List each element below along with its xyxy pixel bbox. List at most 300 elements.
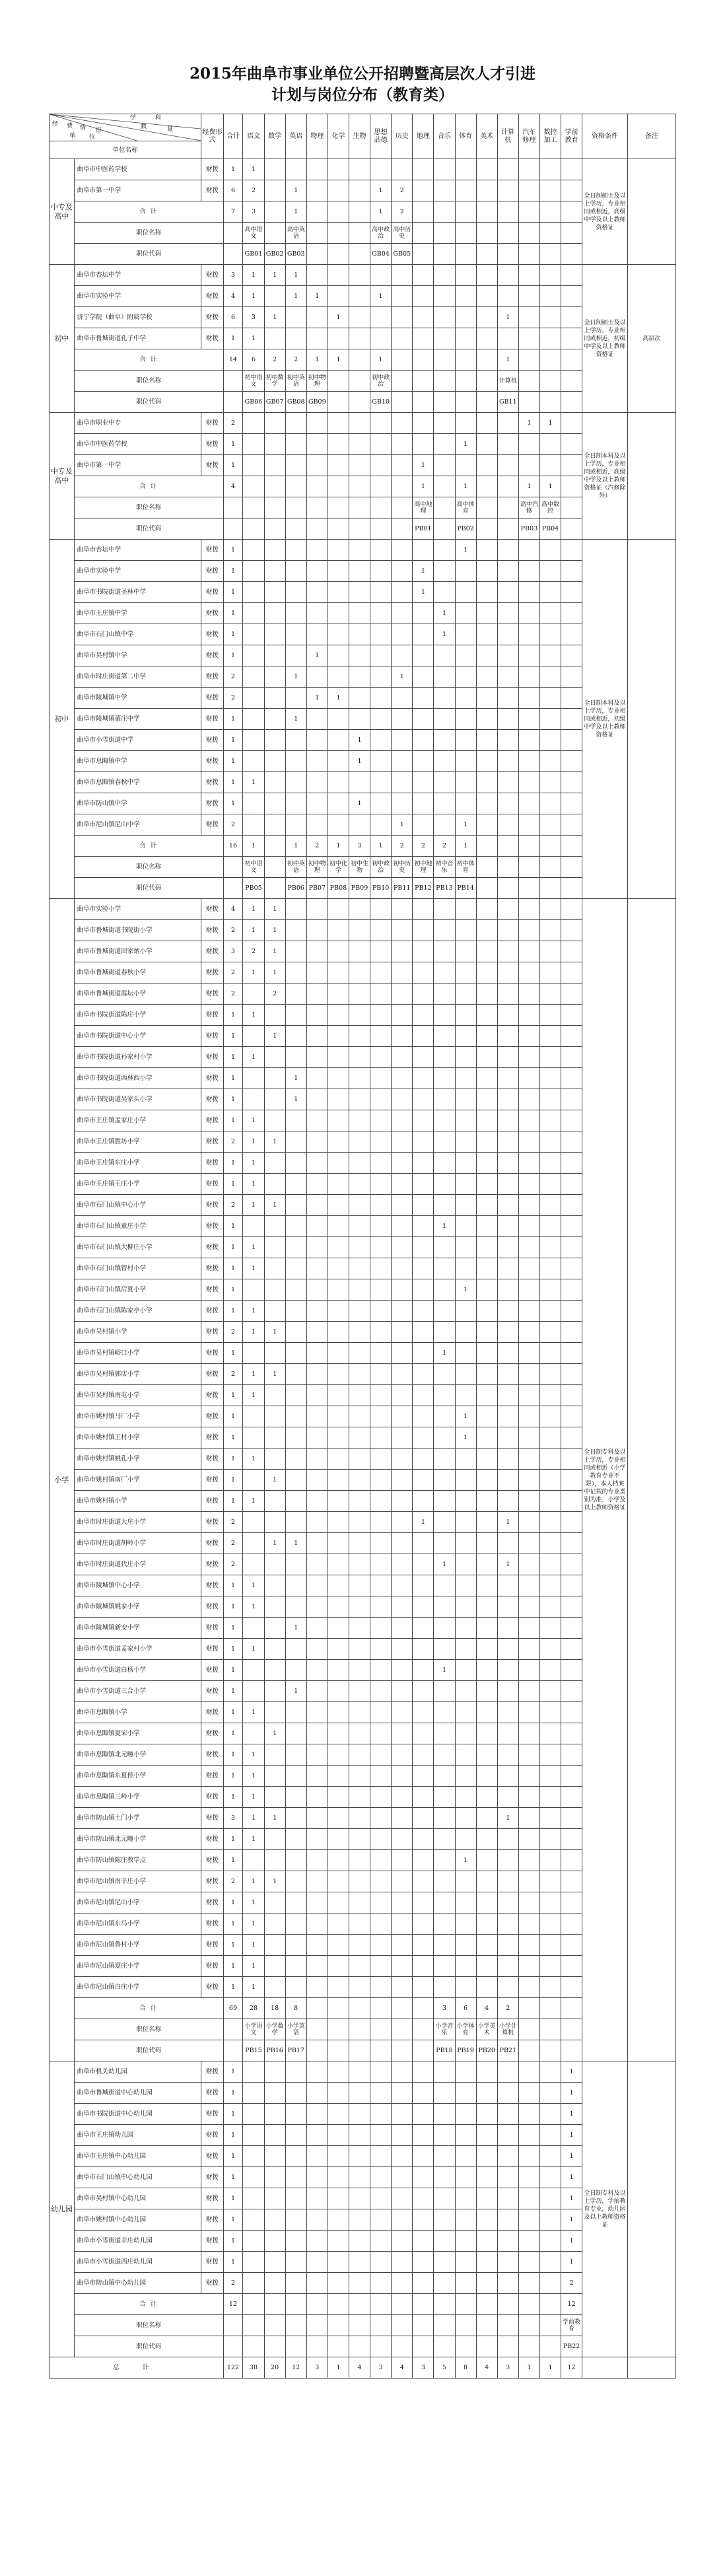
count-cell (518, 1956, 539, 1977)
count-cell (518, 1766, 539, 1787)
count-cell (434, 793, 455, 814)
subject-header: 数控加工 (539, 114, 561, 159)
count-cell (476, 2125, 497, 2146)
subtotal-cell: 1 (328, 836, 349, 857)
fund-type: 财拨 (201, 1153, 223, 1174)
position-code-cell (223, 2040, 243, 2061)
count-cell (370, 1047, 392, 1068)
table-row (50, 688, 676, 709)
fund-type: 财拨 (201, 159, 223, 180)
subtotal-cell (539, 1998, 561, 2019)
count-cell (497, 2083, 518, 2104)
count-cell (476, 730, 497, 751)
count-cell (349, 899, 370, 920)
unit-name: 曲阜市陵城镇中心小学 (74, 1575, 201, 1596)
count-cell (561, 265, 582, 286)
subtotal-cell (455, 2294, 476, 2315)
count-cell (306, 1237, 328, 1258)
fund-type: 财拨 (201, 2083, 223, 2104)
count-cell (413, 1216, 434, 1237)
position-code-cell (413, 392, 434, 413)
count-cell: 3 (223, 1808, 243, 1829)
count-cell (349, 1385, 370, 1406)
subtotal-cell: 3 (243, 201, 264, 223)
position-name-cell (328, 2019, 349, 2040)
unit-name: 曲阜市息陬镇夏宋小学 (74, 1723, 201, 1744)
count-cell (392, 793, 413, 814)
position-code-cell: PB02 (455, 519, 476, 540)
fund-type: 财拨 (201, 1766, 223, 1787)
count-cell (539, 1660, 561, 1681)
count-cell (518, 1935, 539, 1956)
count-cell: 1 (306, 645, 328, 666)
count-cell (455, 2167, 476, 2188)
position-code-cell (561, 878, 582, 899)
count-cell (243, 645, 264, 666)
count-cell (328, 2252, 349, 2273)
count-cell (518, 1343, 539, 1364)
count-cell (285, 1892, 306, 1914)
count-cell (539, 286, 561, 307)
unit-name: 曲阜市王庄镇中学 (74, 603, 201, 624)
count-cell (476, 1364, 497, 1385)
count-cell: 1 (223, 1639, 243, 1660)
count-cell (434, 1385, 455, 1406)
count-cell: 2 (223, 666, 243, 688)
count-cell: 1 (223, 645, 243, 666)
count-cell (328, 1449, 349, 1470)
count-cell (370, 1279, 392, 1301)
position-code-cell: GB06 (243, 392, 264, 413)
count-cell: 1 (223, 1491, 243, 1512)
count-cell (392, 984, 413, 1005)
count-cell: 1 (223, 1956, 243, 1977)
count-cell (413, 2231, 434, 2252)
count-cell (561, 1787, 582, 1808)
unit-name: 曲阜市尼山镇白庄小学 (74, 1977, 201, 1998)
position-code-cell (306, 244, 328, 265)
count-cell (392, 1639, 413, 1660)
count-cell (455, 2188, 476, 2209)
subtotal-row (50, 349, 676, 371)
count-cell (455, 1956, 476, 1977)
count-cell (264, 1258, 285, 1279)
count-cell: 1 (264, 899, 285, 920)
count-cell: 1 (434, 1216, 455, 1237)
position-code-cell: PB11 (392, 878, 413, 899)
count-cell (539, 2104, 561, 2125)
count-cell (413, 1935, 434, 1956)
count-cell: 1 (539, 413, 561, 434)
position-name-label: 职位名称 (74, 497, 223, 519)
count-cell (328, 1512, 349, 1533)
count-cell: 1 (243, 286, 264, 307)
unit-name: 曲阜市石门山镇后夏小学 (74, 1279, 201, 1301)
fund-type: 财拨 (201, 1681, 223, 1702)
count-cell (413, 1618, 434, 1639)
position-name-cell: 初中地理 (413, 857, 434, 878)
table-row (50, 1639, 676, 1660)
count-cell (476, 2231, 497, 2252)
count-cell (497, 1258, 518, 1279)
count-cell (413, 2125, 434, 2146)
count-cell (285, 1322, 306, 1343)
count-cell (539, 1491, 561, 1512)
fund-type: 财拨 (201, 1364, 223, 1385)
count-cell (370, 1512, 392, 1533)
position-code-cell (349, 2040, 370, 2061)
count-cell (349, 1744, 370, 1766)
count-cell (328, 751, 349, 772)
unit-name: 曲阜市小雪街道孟家村小学 (74, 1639, 201, 1660)
subtotal-label: 合 计 (74, 349, 223, 371)
count-cell (561, 1427, 582, 1449)
subject-header: 数学 (264, 114, 285, 159)
count-cell: 1 (561, 2061, 582, 2083)
count-cell (434, 307, 455, 328)
count-cell (392, 1005, 413, 1026)
count-cell (328, 286, 349, 307)
count-cell (264, 1935, 285, 1956)
count-cell (264, 1068, 285, 1089)
count-cell (518, 2188, 539, 2209)
count-cell: 1 (285, 1089, 306, 1110)
count-cell (497, 984, 518, 1005)
diagonal-label: 费 (67, 123, 73, 129)
count-cell (455, 730, 476, 751)
count-cell (328, 1131, 349, 1153)
count-cell (370, 1618, 392, 1639)
count-cell (413, 1047, 434, 1068)
count-cell (370, 1660, 392, 1681)
count-cell (539, 1153, 561, 1174)
position-code-cell (434, 2336, 455, 2357)
table-row (50, 1470, 676, 1491)
diagonal-label: 单 (69, 133, 76, 139)
count-cell (306, 1449, 328, 1470)
count-cell: 1 (243, 1575, 264, 1596)
count-cell (518, 1131, 539, 1153)
count-cell (328, 1322, 349, 1343)
count-cell (349, 984, 370, 1005)
count-cell (539, 1681, 561, 1702)
count-cell (497, 709, 518, 730)
count-cell (561, 434, 582, 455)
count-cell (306, 984, 328, 1005)
table-row (50, 1174, 676, 1195)
count-cell (370, 814, 392, 836)
count-cell (539, 1237, 561, 1258)
grand-total-cell: 8 (455, 2357, 476, 2379)
position-code-cell (370, 519, 392, 540)
position-name-cell (306, 497, 328, 519)
count-cell (497, 582, 518, 603)
count-cell: 1 (243, 1871, 264, 1892)
count-cell (413, 1449, 434, 1470)
count-cell: 1 (223, 1575, 243, 1596)
count-cell (243, 1089, 264, 1110)
total-header: 合计 (223, 114, 243, 159)
count-cell (264, 1512, 285, 1533)
count-cell (349, 2104, 370, 2125)
table-row (50, 1068, 676, 1089)
count-cell: 1 (223, 624, 243, 645)
count-cell (370, 159, 392, 180)
count-cell: 1 (223, 793, 243, 814)
count-cell (285, 2104, 306, 2125)
count-cell: 2 (392, 180, 413, 201)
count-cell (413, 899, 434, 920)
diagonal-header-cell (50, 114, 201, 141)
count-cell (561, 1935, 582, 1956)
position-code-cell: PB13 (434, 878, 455, 899)
count-cell (306, 159, 328, 180)
count-cell (328, 1744, 349, 1766)
count-cell (285, 1850, 306, 1871)
subtotal-cell (476, 2294, 497, 2315)
table-row (50, 328, 676, 349)
count-cell (285, 1871, 306, 1892)
count-cell (306, 1343, 328, 1364)
count-cell (518, 793, 539, 814)
qualification-text: 全日制本科及以上学历，专业相同或相近，高级中学及以上教师资格证（汽修除外） (582, 413, 628, 540)
count-cell (264, 2146, 285, 2167)
count-cell (285, 645, 306, 666)
position-code-cell (539, 392, 561, 413)
count-cell (455, 2209, 476, 2231)
unit-name: 曲阜市石门山镇陈家亭小学 (74, 1301, 201, 1322)
count-cell (306, 1554, 328, 1575)
count-cell (518, 540, 539, 561)
count-cell (539, 1174, 561, 1195)
count-cell (392, 603, 413, 624)
count-cell (328, 328, 349, 349)
position-code-cell: PB04 (539, 519, 561, 540)
fund-type: 财拨 (201, 1301, 223, 1322)
count-cell (455, 1153, 476, 1174)
qualification-header: 资格条件 (582, 114, 628, 159)
count-cell (413, 540, 434, 561)
position-name-cell (285, 2315, 306, 2336)
count-cell (497, 1068, 518, 1089)
diagonal-label: 情 (80, 125, 86, 131)
count-cell (306, 1533, 328, 1554)
fund-type: 财拨 (201, 1554, 223, 1575)
count-cell (264, 1385, 285, 1406)
count-cell: 1 (264, 920, 285, 941)
count-cell (518, 730, 539, 751)
position-code-cell (223, 2336, 243, 2357)
count-cell (328, 1470, 349, 1491)
position-name-cell (264, 857, 285, 878)
table-row (50, 455, 676, 476)
position-name-cell: 小学体育 (455, 2019, 476, 2040)
count-cell (455, 1026, 476, 1047)
count-cell (328, 413, 349, 434)
count-cell: 1 (223, 1385, 243, 1406)
count-cell (518, 434, 539, 455)
count-cell (561, 772, 582, 793)
count-cell (264, 1639, 285, 1660)
count-cell (306, 1491, 328, 1512)
position-code-cell: GB01 (243, 244, 264, 265)
position-name-cell (223, 857, 243, 878)
subtotal-cell: 2 (434, 836, 455, 857)
count-cell (306, 1892, 328, 1914)
count-cell (434, 1808, 455, 1829)
count-cell (455, 1914, 476, 1935)
count-cell (243, 1618, 264, 1639)
position-name-cell (476, 223, 497, 244)
count-cell (476, 1766, 497, 1787)
count-cell (264, 1301, 285, 1322)
table-row (50, 1766, 676, 1787)
table-row (50, 1237, 676, 1258)
count-cell (285, 1744, 306, 1766)
count-cell (264, 1766, 285, 1787)
count-cell (497, 1427, 518, 1449)
position-name-label: 职位名称 (74, 371, 223, 392)
count-cell (392, 1787, 413, 1808)
count-cell (264, 434, 285, 455)
count-cell (476, 307, 497, 328)
count-cell (476, 772, 497, 793)
fund-type: 财拨 (201, 1914, 223, 1935)
count-cell (413, 1110, 434, 1131)
unit-name: 曲阜市吴村镇郭店小学 (74, 1364, 201, 1385)
count-cell (497, 1871, 518, 1892)
count-cell (264, 2188, 285, 2209)
count-cell (370, 751, 392, 772)
count-cell (285, 603, 306, 624)
count-cell (497, 2231, 518, 2252)
count-cell (392, 265, 413, 286)
count-cell (349, 1575, 370, 1596)
count-cell (561, 814, 582, 836)
count-cell (264, 1744, 285, 1766)
subtotal-cell: 1 (455, 476, 476, 497)
count-cell (539, 1406, 561, 1427)
position-name-row (50, 371, 676, 392)
count-cell (455, 1322, 476, 1343)
count-cell (392, 540, 413, 561)
count-cell (370, 2167, 392, 2188)
count-cell (539, 2252, 561, 2273)
position-code-cell (518, 878, 539, 899)
count-cell (518, 1385, 539, 1406)
count-cell (370, 1850, 392, 1871)
count-cell (306, 1935, 328, 1956)
count-cell: 1 (561, 2083, 582, 2104)
count-cell (455, 1660, 476, 1681)
diagonal-label: 科 (155, 115, 162, 122)
count-cell (264, 1702, 285, 1723)
table-row (50, 2167, 676, 2188)
count-cell (476, 1047, 497, 1068)
count-cell (497, 540, 518, 561)
count-cell (413, 1343, 434, 1364)
count-cell: 1 (223, 1470, 243, 1491)
unit-name: 曲阜市防山镇中心幼儿园 (74, 2273, 201, 2294)
count-cell (392, 434, 413, 455)
page-title: 2015年曲阜市事业单位公开招聘暨高层次人才引进 (189, 65, 535, 83)
count-cell (243, 1723, 264, 1744)
count-cell (561, 1470, 582, 1491)
position-code-cell (285, 519, 306, 540)
count-cell (497, 962, 518, 984)
unit-name: 曲阜市尼山镇夏庄小学 (74, 1956, 201, 1977)
unit-name: 曲阜市时庄街道大庄小学 (74, 1512, 201, 1533)
count-cell (476, 1258, 497, 1279)
count-cell: 1 (243, 899, 264, 920)
position-name-cell (243, 2315, 264, 2336)
count-cell (561, 1237, 582, 1258)
table-row (50, 1406, 676, 1427)
count-cell: 2 (223, 1871, 243, 1892)
unit-name: 曲阜市尼山镇鲁村小学 (74, 1935, 201, 1956)
count-cell (497, 1216, 518, 1237)
remarks-text (627, 2061, 675, 2357)
count-cell (518, 1639, 539, 1660)
position-code-cell: PB01 (413, 519, 434, 540)
table-row (50, 666, 676, 688)
count-cell (539, 1047, 561, 1068)
grand-total-cell: 5 (434, 2357, 455, 2379)
count-cell (349, 1047, 370, 1068)
count-cell (476, 1174, 497, 1195)
count-cell (285, 2252, 306, 2273)
count-cell (306, 1977, 328, 1998)
count-cell (306, 1427, 328, 1449)
count-cell (264, 1216, 285, 1237)
count-cell (497, 2188, 518, 2209)
fund-type: 财拨 (201, 540, 223, 561)
subtotal-cell: 28 (243, 1998, 264, 2019)
count-cell (306, 2104, 328, 2125)
subtotal-cell (243, 2294, 264, 2315)
position-name-cell (561, 857, 582, 878)
count-cell: 1 (243, 1829, 264, 1850)
count-cell (392, 1491, 413, 1512)
count-cell (392, 159, 413, 180)
count-cell (328, 1089, 349, 1110)
position-name-cell: 小学音乐 (434, 2019, 455, 2040)
fund-type: 财拨 (201, 2104, 223, 2125)
fund-type: 财拨 (201, 624, 223, 645)
position-name-cell (264, 223, 285, 244)
count-cell (561, 1639, 582, 1660)
count-cell (434, 265, 455, 286)
count-cell (370, 793, 392, 814)
position-code-cell (434, 244, 455, 265)
fund-type: 财拨 (201, 688, 223, 709)
count-cell (518, 582, 539, 603)
count-cell (434, 1237, 455, 1258)
count-cell (561, 1131, 582, 1153)
count-cell (306, 772, 328, 793)
count-cell (328, 1766, 349, 1787)
count-cell: 1 (243, 920, 264, 941)
count-cell (561, 603, 582, 624)
count-cell (518, 1258, 539, 1279)
position-code-cell (223, 244, 243, 265)
count-cell (328, 1427, 349, 1449)
count-cell (476, 899, 497, 920)
count-cell (306, 1005, 328, 1026)
remarks-header: 备注 (627, 114, 675, 159)
count-cell (370, 2188, 392, 2209)
count-cell (476, 1892, 497, 1914)
